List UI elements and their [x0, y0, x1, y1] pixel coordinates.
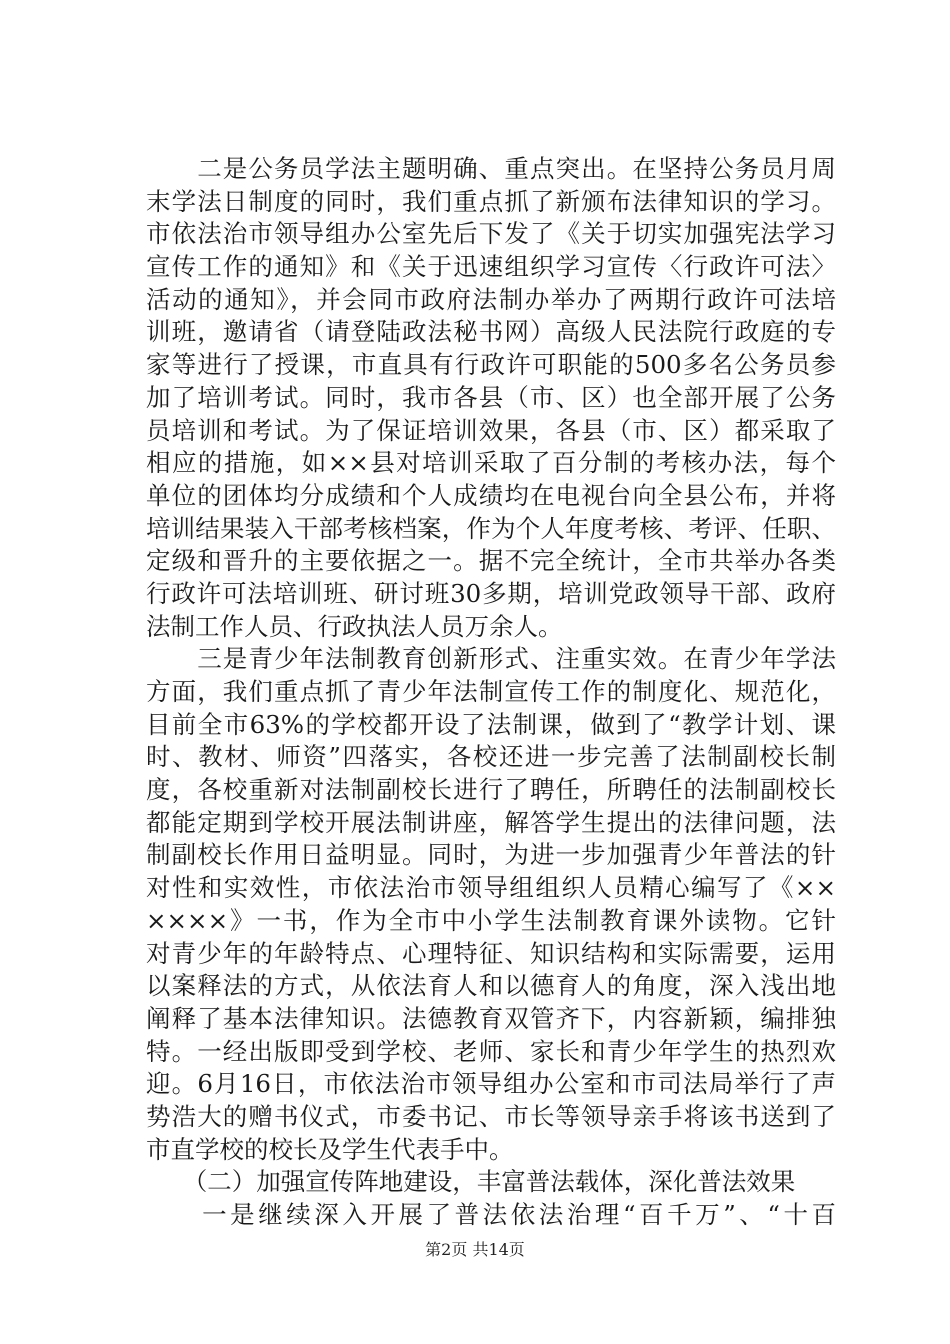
text-line: 末学法日制度的同时，我们重点抓了新颁布法律知识的学习。 — [146, 186, 836, 216]
text-line: 度，各校重新对法制副校长进行了聘任，所聘任的法制副校长 — [146, 775, 836, 805]
text-line: 单位的团体均分成绩和个人成绩均在电视台向全县公布，并将 — [146, 480, 836, 510]
text-line: 制副校长作用日益明显。同时，为进一步加强青少年普法的针 — [146, 840, 836, 870]
text-line: 迎。6月16日，市依法治市领导组办公室和市司法局举行了声 — [146, 1069, 836, 1099]
text-line: 二是公务员学法主题明确、重点突出。在坚持公务员月周 — [146, 154, 836, 183]
text-line: 都能定期到学校开展法制讲座，解答学生提出的法律问题，法 — [146, 807, 836, 837]
text-line: 势浩大的赠书仪式，市委书记、市长等领导亲手将该书送到了 — [146, 1101, 836, 1131]
text-line: 员培训和考试。为了保证培训效果，各县（市、区）都采取了 — [146, 415, 836, 445]
text-line: ××××》一书，作为全市中小学生法制教育课外读物。它针 — [146, 905, 836, 935]
text-line: 一是继续深入开展了普法依法治理“百千万”、“十百 — [146, 1200, 836, 1229]
text-line: 培训结果装入干部考核档案，作为个人年度考核、考评、任职、 — [146, 513, 836, 543]
text-line: 特。一经出版即受到学校、老师、家长和青少年学生的热烈欢 — [146, 1036, 836, 1066]
text-line: 宣传工作的通知》和《关于迅速组织学习宣传〈行政许可法〉 — [146, 252, 836, 282]
text-line: 目前全市63%的学校都开设了法制课，做到了“教学计划、课 — [146, 709, 836, 739]
text-line: 时、教材、师资”四落实，各校还进一步完善了法制副校长制 — [146, 742, 836, 772]
text-line: 三是青少年法制教育创新形式、注重实效。在青少年学法 — [146, 644, 836, 674]
text-line: 加了培训考试。同时，我市各县（市、区）也全部开展了公务 — [146, 382, 836, 412]
text-line: 市依法治市领导组办公室先后下发了《关于切实加强宪法学习 — [146, 219, 836, 249]
text-line: 阐释了基本法律知识。法德教育双管齐下，内容新颖，编排独 — [146, 1003, 836, 1033]
text-line: 对性和实效性，市依法治市领导组组织人员精心编写了《×× — [146, 873, 836, 903]
text-line: 行政许可法培训班、研讨班30多期，培训党政领导干部、政府 — [146, 578, 836, 608]
section-heading: （二）加强宣传阵地建设，丰富普法载体，深化普法效果 — [146, 1167, 796, 1197]
text-line: 法制工作人员、行政执法人员万余人。 — [146, 611, 563, 641]
text-line: 以案释法的方式，从依法育人和以德育人的角度，深入浅出地 — [146, 971, 836, 1001]
text-line: 定级和晋升的主要依据之一。据不完全统计，全市共举办各类 — [146, 546, 836, 576]
document-body — [146, 153, 836, 1232]
text-line: 训班，邀请省（请登陆政法秘书网）高级人民法院行政庭的专 — [146, 317, 836, 347]
text-line: 活动的通知》，并会同市政府法制办举办了两期行政许可法培 — [146, 284, 836, 314]
page-number-footer: 第2页 共14页 — [425, 1240, 525, 1259]
text-line: 对青少年的年龄特点、心理特征、知识结构和实际需要，运用 — [146, 938, 836, 968]
text-line: 市直学校的校长及学生代表手中。 — [146, 1134, 514, 1164]
text-line: 方面，我们重点抓了青少年法制宣传工作的制度化、规范化， — [146, 677, 836, 706]
text-line: 家等进行了授课，市直具有行政许可职能的500多名公务员参 — [146, 350, 836, 380]
text-line: 相应的措施，如××县对培训采取了百分制的考核办法，每个 — [146, 448, 836, 478]
